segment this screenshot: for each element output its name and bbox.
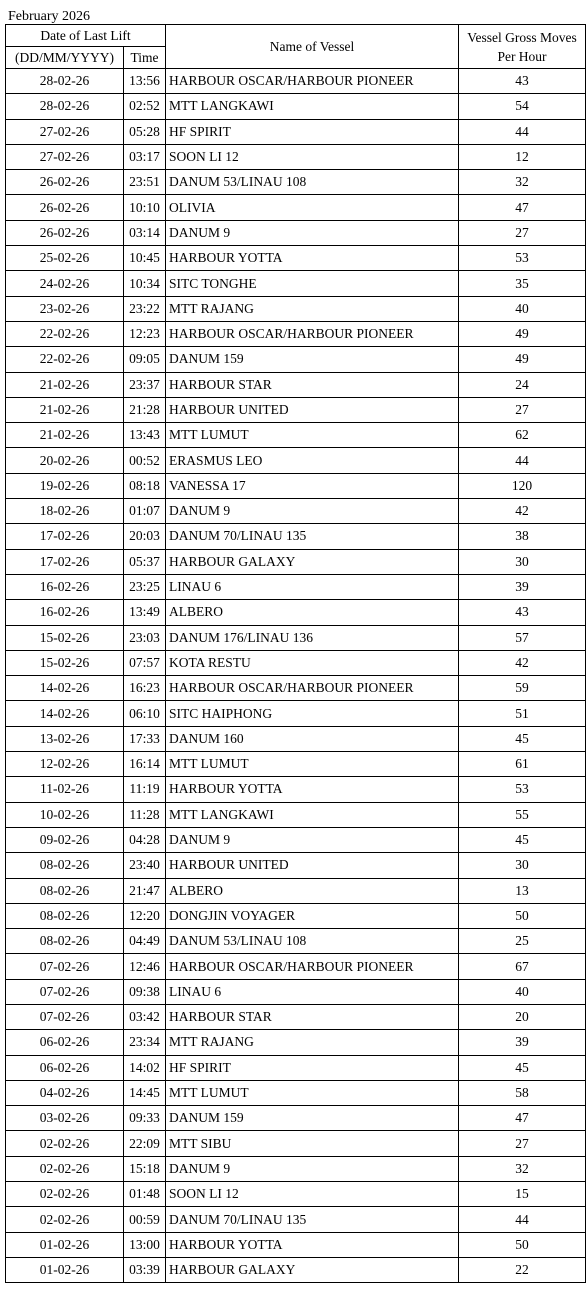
table-row: [6, 1080, 586, 1105]
table-row: [6, 220, 586, 245]
time-cell: 23:34: [124, 1030, 166, 1055]
vessel-name-cell: DANUM 53/LINAU 108: [166, 170, 459, 195]
date-cell: 08-02-26: [6, 929, 124, 954]
gross-moves-cell: 32: [459, 170, 586, 195]
table-row: [6, 397, 586, 422]
month-label: February 2026: [8, 9, 91, 24]
gross-moves-cell: 55: [459, 802, 586, 827]
vessel-productivity-table: [5, 24, 586, 1283]
vessel-name-cell: MTT LUMUT: [166, 752, 459, 777]
vessel-name-cell: HARBOUR OSCAR/HARBOUR PIONEER: [166, 69, 459, 94]
table-row: [6, 878, 586, 903]
date-cell: 12-02-26: [6, 752, 124, 777]
vessel-name-cell: HARBOUR YOTTA: [166, 1232, 459, 1257]
time-cell: 14:02: [124, 1055, 166, 1080]
table-row: [6, 1156, 586, 1181]
gross-moves-cell: 50: [459, 1232, 586, 1257]
time-cell: 17:33: [124, 726, 166, 751]
table-row: [6, 1232, 586, 1257]
vessel-name-cell: VANESSA 17: [166, 473, 459, 498]
gross-moves-cell: 30: [459, 549, 586, 574]
time-cell: 02:52: [124, 94, 166, 119]
table-header: [6, 25, 586, 69]
time-cell: 23:03: [124, 625, 166, 650]
gross-moves-cell: 27: [459, 220, 586, 245]
vessel-name-cell: SOON LI 12: [166, 1182, 459, 1207]
date-cell: 28-02-26: [6, 94, 124, 119]
date-cell: 08-02-26: [6, 903, 124, 928]
gross-moves-cell: 54: [459, 94, 586, 119]
time-cell: 21:28: [124, 397, 166, 422]
table-row: [6, 1030, 586, 1055]
table-row: [6, 1257, 586, 1282]
table-row: [6, 827, 586, 852]
date-cell: 21-02-26: [6, 372, 124, 397]
vessel-name-cell: KOTA RESTU: [166, 650, 459, 675]
date-cell: 07-02-26: [6, 954, 124, 979]
time-cell: 23:22: [124, 296, 166, 321]
time-cell: 15:18: [124, 1156, 166, 1181]
date-cell: 27-02-26: [6, 119, 124, 144]
gross-moves-cell: 44: [459, 448, 586, 473]
time-cell: 12:46: [124, 954, 166, 979]
time-cell: 23:40: [124, 853, 166, 878]
gross-moves-cell: 15: [459, 1182, 586, 1207]
table-row: [6, 271, 586, 296]
vessel-name-cell: DANUM 9: [166, 827, 459, 852]
time-cell: 04:28: [124, 827, 166, 852]
name-of-vessel-header: Name of Vessel: [166, 25, 459, 69]
gross-moves-cell: 22: [459, 1257, 586, 1282]
time-cell: 12:20: [124, 903, 166, 928]
date-cell: 08-02-26: [6, 853, 124, 878]
gross-moves-cell: 58: [459, 1080, 586, 1105]
table-row: [6, 574, 586, 599]
time-cell: 20:03: [124, 524, 166, 549]
time-cell: 11:19: [124, 777, 166, 802]
gross-moves-cell: 20: [459, 1004, 586, 1029]
time-cell: 12:23: [124, 321, 166, 346]
time-cell: 13:00: [124, 1232, 166, 1257]
date-cell: 22-02-26: [6, 321, 124, 346]
time-cell: 07:57: [124, 650, 166, 675]
table-row: [6, 903, 586, 928]
vessel-name-cell: HARBOUR OSCAR/HARBOUR PIONEER: [166, 321, 459, 346]
time-cell: 03:39: [124, 1257, 166, 1282]
time-cell: 09:05: [124, 347, 166, 372]
time-cell: 09:38: [124, 979, 166, 1004]
vessel-name-cell: ERASMUS LEO: [166, 448, 459, 473]
table-row: [6, 321, 586, 346]
date-format-header: (DD/MM/YYYY): [6, 47, 124, 69]
date-cell: 24-02-26: [6, 271, 124, 296]
time-cell: 13:56: [124, 69, 166, 94]
time-cell: 03:14: [124, 220, 166, 245]
time-cell: 09:33: [124, 1106, 166, 1131]
time-cell: 11:28: [124, 802, 166, 827]
time-cell: 10:34: [124, 271, 166, 296]
gross-moves-cell: 43: [459, 69, 586, 94]
table-row: [6, 119, 586, 144]
vessel-name-cell: LINAU 6: [166, 574, 459, 599]
date-cell: 01-02-26: [6, 1232, 124, 1257]
date-cell: 06-02-26: [6, 1030, 124, 1055]
vessel-name-cell: DANUM 70/LINAU 135: [166, 524, 459, 549]
time-cell: 03:17: [124, 144, 166, 169]
table-row: [6, 423, 586, 448]
vessel-name-cell: HF SPIRIT: [166, 1055, 459, 1080]
table-row: [6, 1106, 586, 1131]
vessel-name-cell: HARBOUR GALAXY: [166, 549, 459, 574]
gross-moves-cell: 24: [459, 372, 586, 397]
table-row: [6, 1207, 586, 1232]
gross-moves-cell: 51: [459, 701, 586, 726]
vessel-name-cell: DANUM 160: [166, 726, 459, 751]
gross-moves-cell: 27: [459, 1131, 586, 1156]
vessel-name-cell: DANUM 159: [166, 347, 459, 372]
gross-moves-cell: 47: [459, 1106, 586, 1131]
gross-moves-cell: 120: [459, 473, 586, 498]
table-row: [6, 372, 586, 397]
date-cell: 09-02-26: [6, 827, 124, 852]
date-cell: 22-02-26: [6, 347, 124, 372]
gross-moves-cell: 62: [459, 423, 586, 448]
date-cell: 02-02-26: [6, 1131, 124, 1156]
gross-moves-cell: 67: [459, 954, 586, 979]
date-cell: 26-02-26: [6, 220, 124, 245]
date-cell: 18-02-26: [6, 499, 124, 524]
time-cell: 04:49: [124, 929, 166, 954]
date-cell: 26-02-26: [6, 195, 124, 220]
vessel-name-cell: SITC TONGHE: [166, 271, 459, 296]
gross-moves-cell: 35: [459, 271, 586, 296]
time-cell: 03:42: [124, 1004, 166, 1029]
time-cell: 13:49: [124, 600, 166, 625]
time-cell: 14:45: [124, 1080, 166, 1105]
date-cell: 25-02-26: [6, 246, 124, 271]
date-cell: 07-02-26: [6, 1004, 124, 1029]
time-cell: 23:25: [124, 574, 166, 599]
table-row: [6, 625, 586, 650]
gross-moves-cell: 44: [459, 119, 586, 144]
table-row: [6, 650, 586, 675]
gross-moves-cell: 39: [459, 574, 586, 599]
table-row: [6, 676, 586, 701]
table-row: [6, 1004, 586, 1029]
time-cell: 00:59: [124, 1207, 166, 1232]
date-cell: 14-02-26: [6, 701, 124, 726]
vessel-name-cell: HARBOUR YOTTA: [166, 777, 459, 802]
vessel-name-cell: HARBOUR STAR: [166, 372, 459, 397]
table-row: [6, 1055, 586, 1080]
vessel-name-cell: LINAU 6: [166, 979, 459, 1004]
time-cell: 16:23: [124, 676, 166, 701]
vessel-name-cell: HARBOUR YOTTA: [166, 246, 459, 271]
date-cell: 26-02-26: [6, 170, 124, 195]
vessel-name-cell: DANUM 9: [166, 499, 459, 524]
date-cell: 28-02-26: [6, 69, 124, 94]
table-row: [6, 600, 586, 625]
gross-moves-cell: 25: [459, 929, 586, 954]
gross-moves-cell: 40: [459, 296, 586, 321]
date-cell: 15-02-26: [6, 625, 124, 650]
table-row: [6, 448, 586, 473]
vessel-name-cell: SOON LI 12: [166, 144, 459, 169]
time-header: Time: [124, 47, 166, 69]
table-row: [6, 752, 586, 777]
gross-moves-cell: 39: [459, 1030, 586, 1055]
table-row: [6, 69, 586, 94]
date-cell: 11-02-26: [6, 777, 124, 802]
gross-moves-cell: 59: [459, 676, 586, 701]
gross-moves-cell: 42: [459, 499, 586, 524]
gross-moves-cell: 43: [459, 600, 586, 625]
date-cell: 02-02-26: [6, 1182, 124, 1207]
date-cell: 27-02-26: [6, 144, 124, 169]
vessel-name-cell: DANUM 159: [166, 1106, 459, 1131]
table-row: [6, 94, 586, 119]
table-row: [6, 473, 586, 498]
vessel-name-cell: DANUM 9: [166, 220, 459, 245]
table-row: [6, 802, 586, 827]
vessel-name-cell: DANUM 70/LINAU 135: [166, 1207, 459, 1232]
gross-moves-cell: 61: [459, 752, 586, 777]
table-row: [6, 170, 586, 195]
vessel-name-cell: MTT LUMUT: [166, 423, 459, 448]
time-cell: 10:10: [124, 195, 166, 220]
gross-moves-cell: 44: [459, 1207, 586, 1232]
vessel-name-cell: SITC HAIPHONG: [166, 701, 459, 726]
table-row: [6, 549, 586, 574]
time-cell: 16:14: [124, 752, 166, 777]
table-row: [6, 195, 586, 220]
date-cell: 17-02-26: [6, 549, 124, 574]
gross-moves-cell: 40: [459, 979, 586, 1004]
table-row: [6, 347, 586, 372]
vessel-name-cell: HARBOUR STAR: [166, 1004, 459, 1029]
gross-moves-cell: 53: [459, 777, 586, 802]
table-row: [6, 777, 586, 802]
vessel-name-cell: HARBOUR UNITED: [166, 853, 459, 878]
vessel-name-cell: OLIVIA: [166, 195, 459, 220]
date-cell: 21-02-26: [6, 423, 124, 448]
table-row: [6, 979, 586, 1004]
vessel-name-cell: DANUM 176/LINAU 136: [166, 625, 459, 650]
vessel-name-cell: MTT RAJANG: [166, 296, 459, 321]
table-row: [6, 524, 586, 549]
gross-moves-header: Vessel Gross Moves Per Hour: [459, 25, 586, 69]
time-cell: 05:37: [124, 549, 166, 574]
table-row: [6, 1131, 586, 1156]
time-cell: 21:47: [124, 878, 166, 903]
vessel-name-cell: HARBOUR UNITED: [166, 397, 459, 422]
vessel-name-cell: DANUM 9: [166, 1156, 459, 1181]
vessel-name-cell: MTT RAJANG: [166, 1030, 459, 1055]
date-cell: 04-02-26: [6, 1080, 124, 1105]
gross-moves-cell: 45: [459, 827, 586, 852]
date-cell: 13-02-26: [6, 726, 124, 751]
table-row: [6, 726, 586, 751]
date-cell: 14-02-26: [6, 676, 124, 701]
table-row: [6, 701, 586, 726]
vessel-name-cell: ALBERO: [166, 600, 459, 625]
vessel-name-cell: DONGJIN VOYAGER: [166, 903, 459, 928]
table-row: [6, 499, 586, 524]
time-cell: 10:45: [124, 246, 166, 271]
gross-moves-cell: 57: [459, 625, 586, 650]
vessel-name-cell: ALBERO: [166, 878, 459, 903]
vessel-name-cell: HARBOUR OSCAR/HARBOUR PIONEER: [166, 676, 459, 701]
table-body: [6, 69, 586, 1283]
date-cell: 23-02-26: [6, 296, 124, 321]
gross-moves-cell: 45: [459, 726, 586, 751]
date-cell: 17-02-26: [6, 524, 124, 549]
table-row: [6, 1182, 586, 1207]
date-cell: 02-02-26: [6, 1207, 124, 1232]
time-cell: 22:09: [124, 1131, 166, 1156]
date-cell: 16-02-26: [6, 600, 124, 625]
gross-moves-cell: 30: [459, 853, 586, 878]
gross-moves-cell: 50: [459, 903, 586, 928]
vessel-name-cell: HF SPIRIT: [166, 119, 459, 144]
date-cell: 03-02-26: [6, 1106, 124, 1131]
date-cell: 21-02-26: [6, 397, 124, 422]
vessel-name-cell: MTT LANGKAWI: [166, 94, 459, 119]
date-cell: 07-02-26: [6, 979, 124, 1004]
date-cell: 06-02-26: [6, 1055, 124, 1080]
date-cell: 19-02-26: [6, 473, 124, 498]
time-cell: 23:51: [124, 170, 166, 195]
time-cell: 06:10: [124, 701, 166, 726]
table-row: [6, 246, 586, 271]
vessel-name-cell: DANUM 53/LINAU 108: [166, 929, 459, 954]
gross-moves-cell: 42: [459, 650, 586, 675]
date-of-last-lift-header: Date of Last Lift: [6, 25, 166, 47]
vessel-name-cell: HARBOUR OSCAR/HARBOUR PIONEER: [166, 954, 459, 979]
vessel-name-cell: HARBOUR GALAXY: [166, 1257, 459, 1282]
gross-moves-cell: 49: [459, 321, 586, 346]
time-cell: 13:43: [124, 423, 166, 448]
date-cell: 02-02-26: [6, 1156, 124, 1181]
date-cell: 01-02-26: [6, 1257, 124, 1282]
gross-moves-cell: 27: [459, 397, 586, 422]
gross-moves-cell: 32: [459, 1156, 586, 1181]
gross-moves-cell: 49: [459, 347, 586, 372]
time-cell: 01:48: [124, 1182, 166, 1207]
gross-moves-cell: 13: [459, 878, 586, 903]
date-cell: 10-02-26: [6, 802, 124, 827]
date-cell: 16-02-26: [6, 574, 124, 599]
date-cell: 15-02-26: [6, 650, 124, 675]
date-cell: 08-02-26: [6, 878, 124, 903]
date-cell: 20-02-26: [6, 448, 124, 473]
time-cell: 05:28: [124, 119, 166, 144]
vessel-name-cell: MTT LUMUT: [166, 1080, 459, 1105]
vessel-name-cell: MTT LANGKAWI: [166, 802, 459, 827]
time-cell: 08:18: [124, 473, 166, 498]
table-row: [6, 954, 586, 979]
gross-moves-cell: 45: [459, 1055, 586, 1080]
gross-moves-cell: 38: [459, 524, 586, 549]
gross-moves-cell: 12: [459, 144, 586, 169]
table-row: [6, 144, 586, 169]
table-row: [6, 296, 586, 321]
table-row: [6, 853, 586, 878]
gross-moves-cell: 53: [459, 246, 586, 271]
table-row: [6, 929, 586, 954]
time-cell: 01:07: [124, 499, 166, 524]
gross-moves-cell: 47: [459, 195, 586, 220]
vessel-name-cell: MTT SIBU: [166, 1131, 459, 1156]
time-cell: 23:37: [124, 372, 166, 397]
time-cell: 00:52: [124, 448, 166, 473]
